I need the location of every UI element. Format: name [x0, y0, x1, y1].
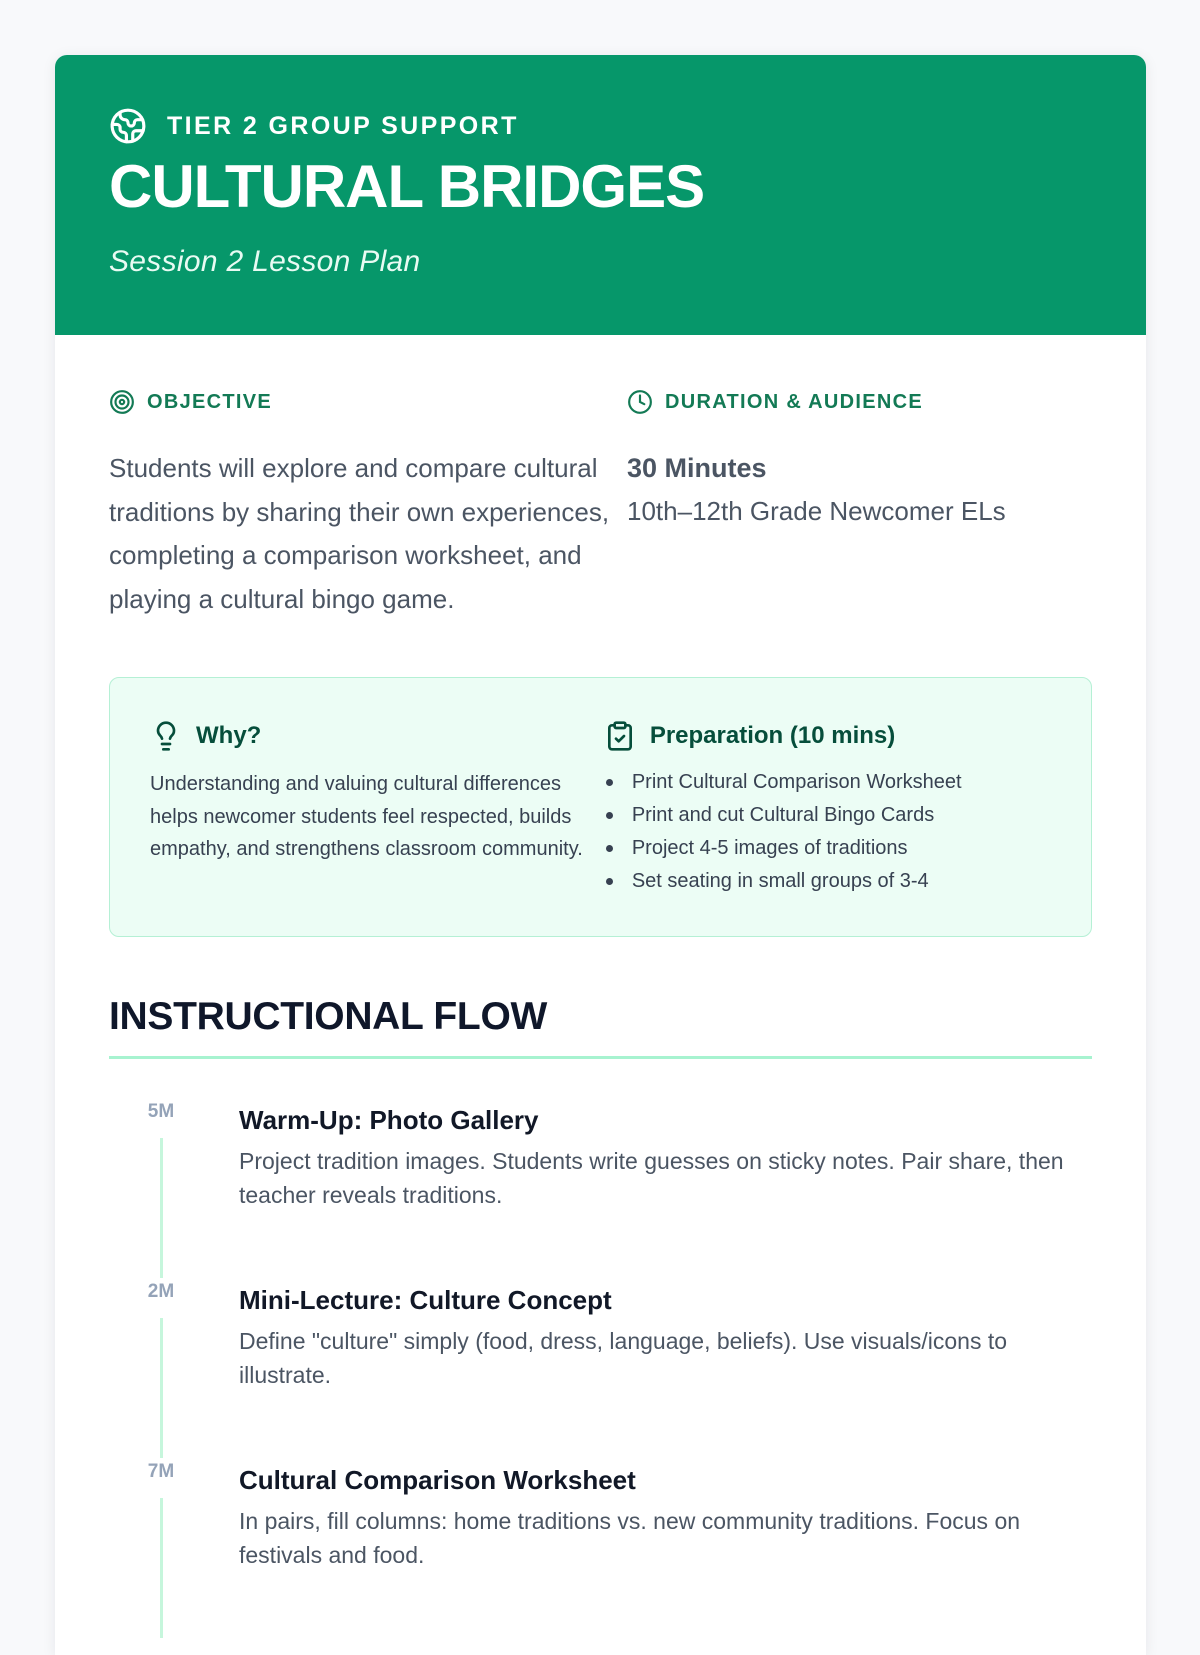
- header-banner: [55, 55, 1146, 335]
- timeline-connector: [160, 1498, 163, 1638]
- duration-value: 30 Minutes: [627, 453, 767, 483]
- objective-label: OBJECTIVE: [147, 390, 273, 413]
- lightbulb-icon: [150, 719, 182, 753]
- step-duration: 7M: [147, 1461, 175, 1482]
- why-section: [150, 716, 604, 936]
- objective-section: [109, 387, 627, 621]
- header-eyebrow-label: TIER 2 GROUP SUPPORT: [167, 111, 519, 140]
- step-duration: 2M: [147, 1281, 175, 1302]
- lesson-plan-card: [55, 55, 1146, 1655]
- step-title: Warm-Up: Photo Gallery: [239, 1105, 539, 1135]
- timeline-step: [109, 1281, 1092, 1461]
- timeline-step: [109, 1101, 1092, 1281]
- timeline-step: [109, 1461, 1092, 1641]
- duration-section: [627, 387, 1087, 621]
- preparation-title: Preparation (10 mins): [649, 722, 896, 749]
- audience-value: 10th–12th Grade Newcomer ELs: [627, 496, 1006, 526]
- target-icon: [109, 389, 135, 415]
- preparation-item: Print Cultural Comparison Worksheet: [604, 766, 1051, 799]
- instructional-flow-title: INSTRUCTIONAL FLOW: [109, 995, 547, 1038]
- section-divider: [109, 1056, 1092, 1059]
- clipboard-check-icon: [604, 719, 636, 753]
- preparation-section: [604, 716, 1051, 936]
- preparation-list: [604, 766, 1051, 898]
- step-description: Define "culture" simply (food, dress, language, beliefs). Use visuals/icons to illustrate.: [239, 1328, 1008, 1388]
- step-title: Mini-Lecture: Culture Concept: [239, 1285, 612, 1315]
- step-title: Cultural Comparison Worksheet: [239, 1465, 636, 1495]
- globe-icon: [109, 107, 147, 145]
- objective-text: Students will explore and compare cultural traditions by sharing their own experiences, completing a comparison worksheet, and playing a cultural bingo game.: [109, 453, 610, 614]
- step-description: Project tradition images. Students write guesses on sticky notes. Pair share, then teacher reveals traditions.: [239, 1148, 1064, 1208]
- step-description: In pairs, fill columns: home traditions vs. new community traditions. Focus on festivals and food.: [239, 1508, 1021, 1568]
- why-title: Why?: [196, 722, 262, 749]
- header-eyebrow: [109, 107, 1092, 145]
- preparation-item: Set seating in small groups of 3-4: [604, 865, 1051, 898]
- why-text: Understanding and valuing cultural differences helps newcomer students feel respected, builds empathy, and strengthens classroom community.: [150, 773, 583, 860]
- duration-label: DURATION & AUDIENCE: [665, 390, 924, 413]
- page-title: CULTURAL BRIDGES: [109, 153, 705, 220]
- clock-icon: [627, 389, 653, 415]
- overview-section: [109, 387, 1092, 621]
- timeline-connector: [160, 1138, 163, 1278]
- preparation-item: Project 4-5 images of traditions: [604, 832, 1051, 865]
- preparation-item: Print and cut Cultural Bingo Cards: [604, 799, 1051, 832]
- step-duration: 5M: [147, 1101, 175, 1122]
- info-box: [109, 677, 1092, 937]
- timeline-connector: [160, 1318, 163, 1458]
- page-subtitle: Session 2 Lesson Plan: [109, 245, 421, 278]
- instructional-timeline: [109, 1101, 1092, 1641]
